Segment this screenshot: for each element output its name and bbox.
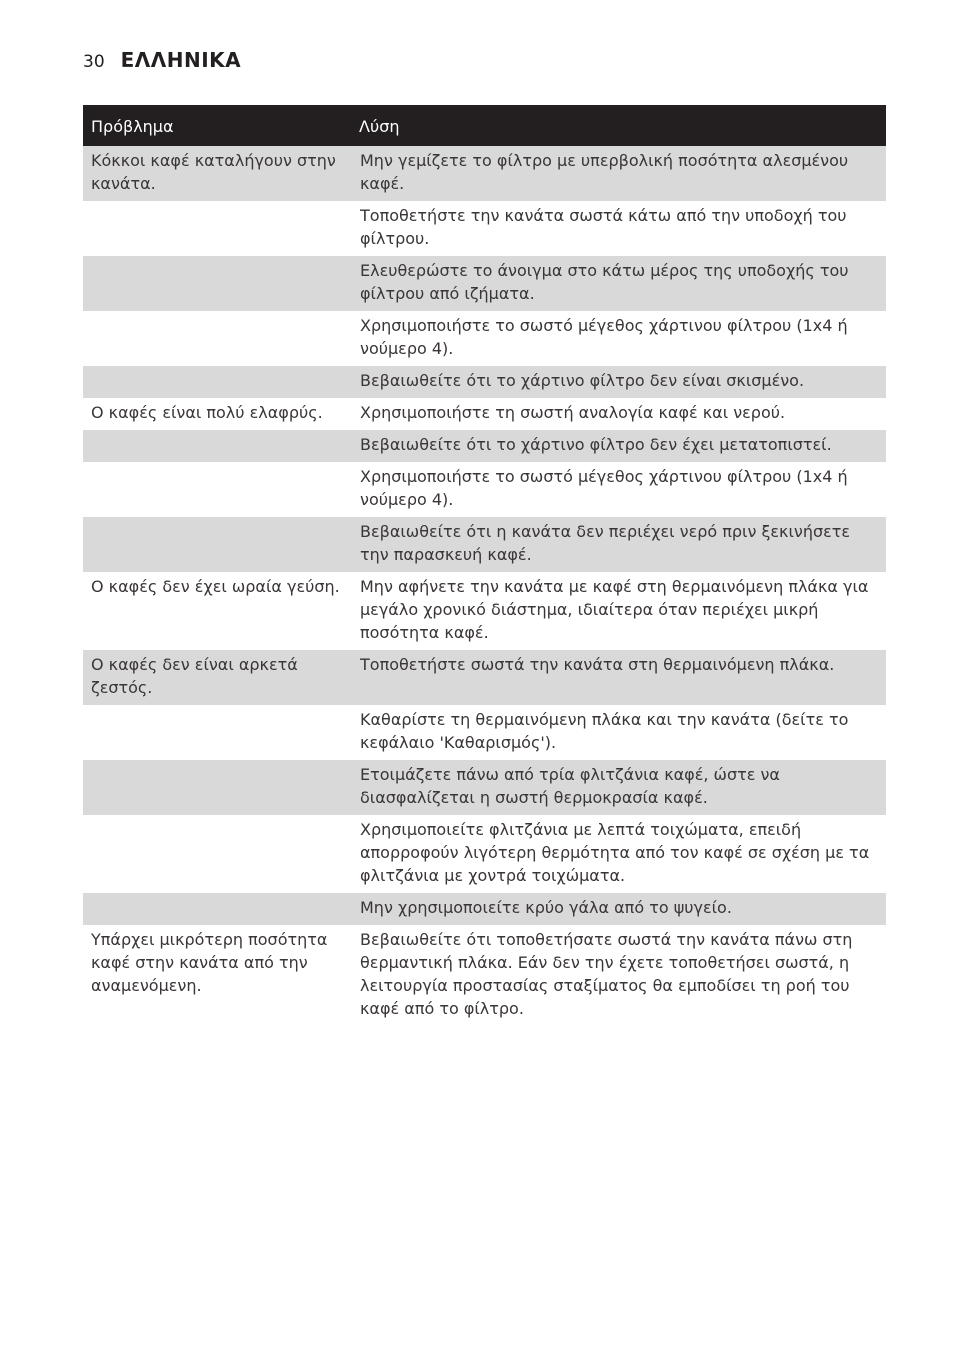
problem-cell: [83, 815, 351, 893]
solution-cell: Καθαρίστε τη θερμαινόμενη πλάκα και την κανάτα (δείτε το κεφάλαιο 'Καθαρισμός').: [360, 710, 849, 752]
problem-cell: Ο καφές δεν έχει ωραία γεύση.: [91, 577, 340, 596]
page-number: 30: [83, 52, 105, 72]
solution-cell: Βεβαιωθείτε ότι η κανάτα δεν περιέχει νερό πριν ξεκινήσετε την παρασκευή καφέ.: [351, 517, 886, 572]
solution-cell: Βεβαιωθείτε ότι το χάρτινο φίλτρο δεν είναι σκισμένο.: [351, 366, 886, 398]
table-row: [83, 925, 886, 1026]
table-row: [83, 311, 886, 366]
problem-cell: [83, 760, 351, 815]
solution-cell: Μην γεμίζετε το φίλτρο με υπερβολική ποσότητα αλεσμένου καφέ.: [351, 146, 886, 201]
table-row: [83, 430, 886, 462]
column-header-solution: Λύση: [351, 105, 886, 146]
solution-cell: Βεβαιωθείτε ότι το χάρτινο φίλτρο δεν έχει μετατοπιστεί.: [351, 430, 886, 462]
problem-cell: Κόκκοι καφέ καταλήγουν στην κανάτα.: [83, 146, 351, 201]
problem-cell: [83, 311, 351, 366]
table-row: [83, 201, 886, 256]
table-row: [83, 815, 886, 893]
solution-cell: Ετοιμάζετε πάνω από τρία φλιτζάνια καφέ, ώστε να διασφαλίζεται η σωστή θερμοκρασία καφέ.: [351, 760, 886, 815]
solution-cell: Ελευθερώστε το άνοιγμα στο κάτω μέρος της υποδοχής του φίλτρου από ιζήματα.: [351, 256, 886, 311]
solution-cell: Μην αφήνετε την κανάτα με καφέ στη θερμαινόμενη πλάκα για μεγάλο χρονικό διάστημα, ιδιαίτερα όταν περιέχει μικρή ποσότητα καφέ.: [360, 577, 869, 642]
problem-cell: [83, 517, 351, 572]
table-row: [83, 462, 886, 517]
problem-cell: [83, 201, 351, 256]
solution-cell: Χρησιμοποιήστε το σωστό μέγεθος χάρτινου φίλτρου (1x4 ή νούμερο 4).: [360, 316, 848, 358]
problem-cell: Ο καφές δεν είναι αρκετά ζεστός.: [83, 650, 351, 705]
problem-cell: Υπάρχει μικρότερη ποσότητα καφέ στην κανάτα από την αναμενόμενη.: [91, 930, 328, 995]
page-header: [83, 48, 241, 72]
problem-cell: [83, 430, 351, 462]
table-row: [83, 398, 886, 430]
troubleshooting-table: [83, 105, 886, 1026]
table-row: [83, 572, 886, 650]
solution-cell: Βεβαιωθείτε ότι τοποθετήσατε σωστά την κανάτα πάνω στη θερμαντική πλάκα. Εάν δεν την έχετε τοποθετήσει σωστά, η λειτουργία προστασίας σταξίματος θα εμποδίσει τη ροή του καφέ από το φίλτρο.: [360, 930, 853, 1018]
table-row: [83, 256, 886, 311]
table-row: [83, 366, 886, 398]
solution-cell: Χρησιμοποιείτε φλιτζάνια με λεπτά τοιχώματα, επειδή απορροφούν λιγότερη θερμότητα από τον καφέ σε σχέση με τα φλιτζάνια με χοντρά τοιχώματα.: [360, 820, 870, 885]
table-header-row: [83, 105, 886, 146]
solution-cell: Τοποθετήστε σωστά την κανάτα στη θερμαινόμενη πλάκα.: [351, 650, 886, 705]
solution-cell: Χρησιμοποιήστε τη σωστή αναλογία καφέ και νερού.: [360, 403, 786, 422]
table-row: [83, 146, 886, 201]
table-row: [83, 517, 886, 572]
table-row: [83, 760, 886, 815]
solution-cell: Χρησιμοποιήστε το σωστό μέγεθος χάρτινου φίλτρου (1x4 ή νούμερο 4).: [360, 467, 848, 509]
table-row: [83, 705, 886, 760]
problem-cell: [83, 256, 351, 311]
solution-cell: Τοποθετήστε την κανάτα σωστά κάτω από την υποδοχή του φίλτρου.: [360, 206, 847, 248]
problem-cell: [83, 366, 351, 398]
table-row: [83, 650, 886, 705]
problem-cell: Ο καφές είναι πολύ ελαφρύς.: [91, 403, 323, 422]
table-row: [83, 893, 886, 925]
problem-cell: [83, 893, 351, 925]
section-title: ΕΛΛΗΝΙΚΑ: [120, 48, 242, 72]
problem-cell: [83, 705, 351, 760]
problem-cell: [83, 462, 351, 517]
solution-cell: Μην χρησιμοποιείτε κρύο γάλα από το ψυγείο.: [351, 893, 886, 925]
column-header-problem: Πρόβλημα: [83, 105, 351, 146]
